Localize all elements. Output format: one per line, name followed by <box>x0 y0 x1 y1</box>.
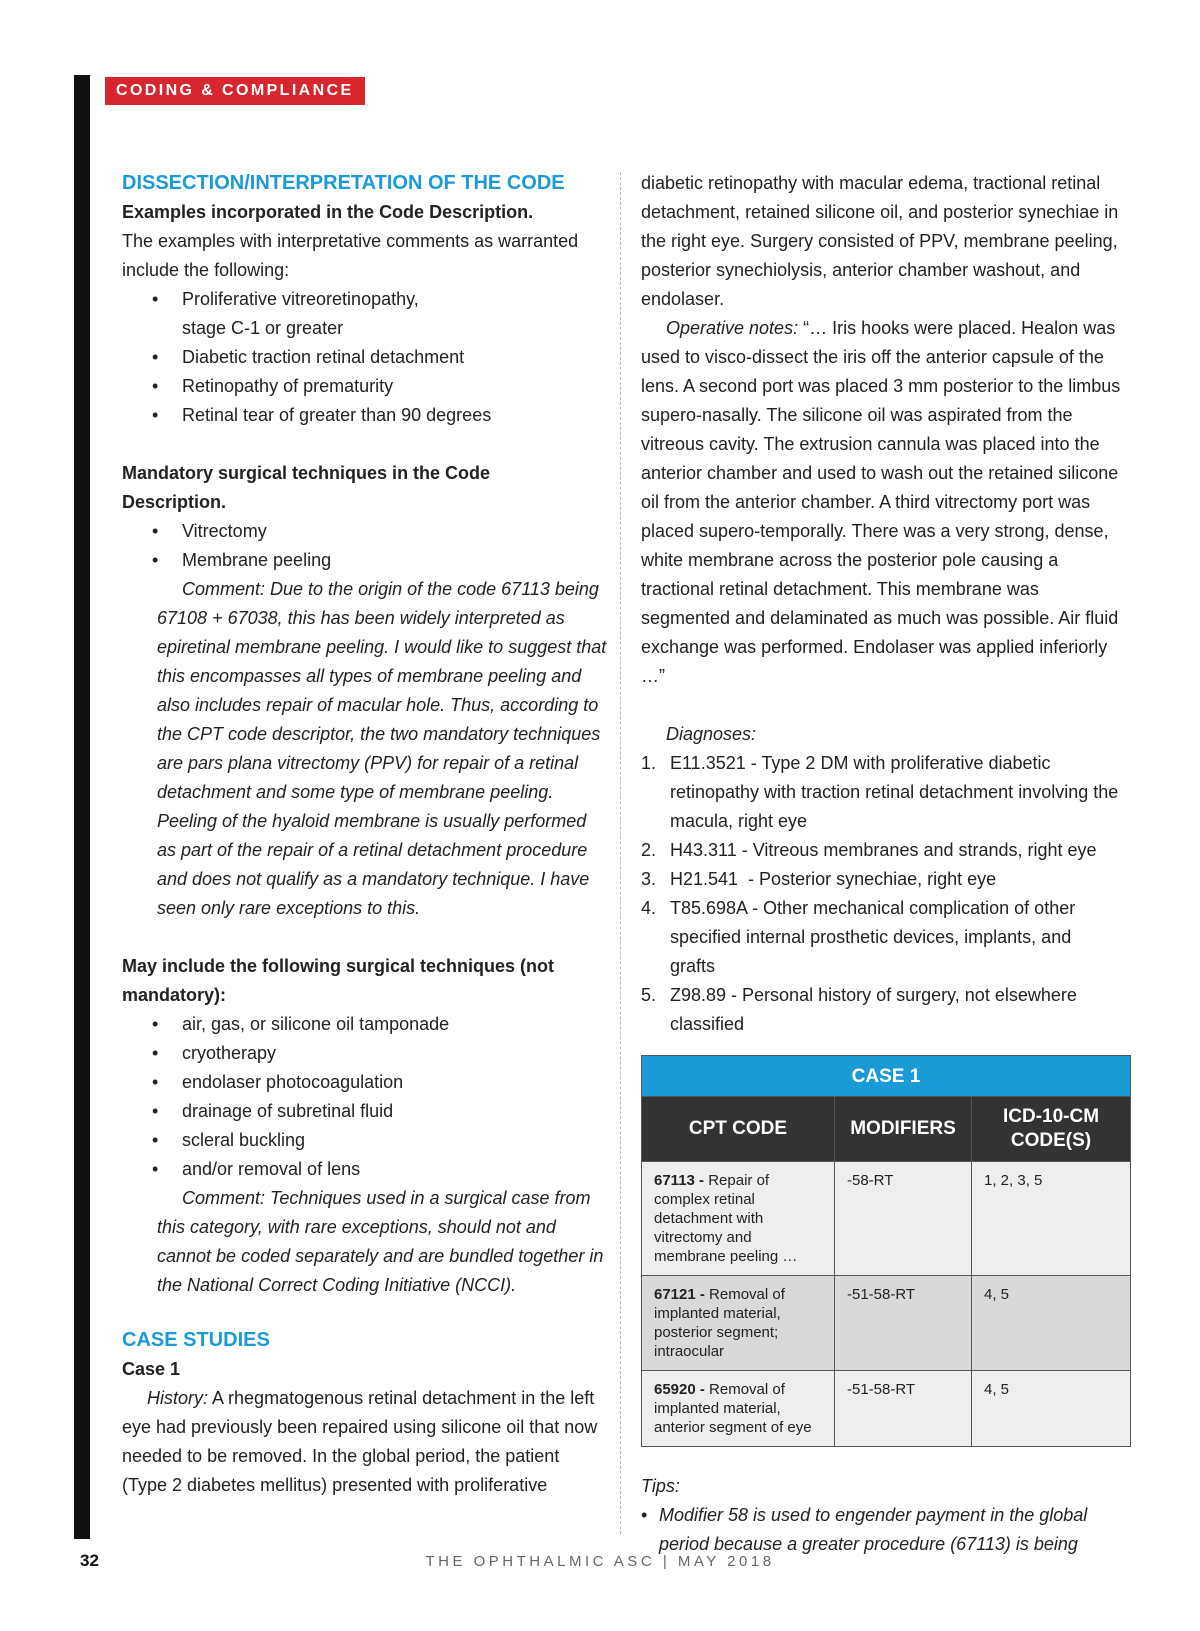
sidebar-accent-bar <box>74 75 90 1539</box>
section-tag: CODING & COMPLIANCE <box>105 77 365 105</box>
cpt-cell <box>642 1276 835 1371</box>
column-header-icd: ICD-10-CM CODE(S) <box>972 1097 1131 1162</box>
tips-list <box>641 1501 1131 1559</box>
icd-cell: 1, 2, 3, 5 <box>972 1162 1131 1276</box>
cpt-code: 67113 - <box>654 1172 705 1189</box>
list-item: • Proliferative vitreoretinopathy, stage C-1 or greater <box>152 285 607 343</box>
dissection-heading: DISSECTION/INTERPRETATION OF THE CODE <box>122 172 565 194</box>
diagnoses-title: Diagnoses: <box>666 724 757 744</box>
page-number: 32 <box>80 1551 99 1570</box>
optional-comment: Comment: Techniques used in a surgical case from this category, with rare exceptions, should not and cannot be coded separately and are bundled together in the National Correct Coding Initiative (NCCI). <box>157 1188 604 1295</box>
publication-footer: THE OPHTHALMIC ASC | MAY 2018 <box>425 1553 775 1570</box>
table-title: CASE 1 <box>642 1056 1131 1097</box>
list-item: • Retinal tear of greater than 90 degrees <box>152 401 607 430</box>
cpt-description: Repair of complex retinal detachment with vitrectomy and membrane peeling … <box>654 1172 798 1265</box>
list-item: • and/or removal of lens <box>152 1155 607 1184</box>
list-item <box>641 894 1131 981</box>
diagnosis-text: T85.698A - Other mechanical complication of other specified internal prosthetic devices, implants, and grafts <box>670 898 1076 976</box>
table-row <box>642 1276 1131 1371</box>
list-item <box>641 836 1131 865</box>
list-item: • Modifier 58 is used to engender payment in the global period because a greater procedure (67113) is being <box>641 1501 1131 1559</box>
optional-list <box>122 1010 607 1184</box>
mandatory-list <box>122 517 607 575</box>
icd-cell: 4, 5 <box>972 1371 1131 1447</box>
icd-cell: 4, 5 <box>972 1276 1131 1371</box>
list-item: • Retinopathy of prematurity <box>152 372 607 401</box>
diagnosis-number: 4. <box>641 898 657 918</box>
diagnosis-number: 1. <box>641 753 657 773</box>
operative-notes <box>641 314 1131 691</box>
examples-intro: The examples with interpretative comments as warranted include the following: <box>122 231 579 280</box>
case-studies-heading: CASE STUDIES <box>122 1329 270 1351</box>
list-item: • Vitrectomy <box>152 517 607 546</box>
tips-title: Tips: <box>641 1476 680 1496</box>
cpt-description: Removal of implanted material, posterior segment; intraocular <box>654 1286 785 1360</box>
cpt-description: Removal of implanted material, anterior segment of eye <box>654 1381 812 1436</box>
list-item: • Membrane peeling <box>152 546 607 575</box>
examples-subhead: Examples incorporated in the Code Description. <box>122 202 534 222</box>
diagnosis-number: 5. <box>641 985 657 1005</box>
column-header-cpt: CPT CODE <box>642 1097 835 1162</box>
cpt-code: 65920 - <box>654 1381 705 1398</box>
diagnosis-text: H43.311 - Vitreous membranes and strands, right eye <box>670 840 1097 860</box>
right-column <box>641 169 1131 1559</box>
diagnosis-text: H21.541 - Posterior synechiae, right eye <box>670 869 997 889</box>
diagnoses-list <box>641 749 1131 1039</box>
case1-subhead: Case 1 <box>122 1359 181 1379</box>
list-item: • scleral buckling <box>152 1126 607 1155</box>
history-continued: diabetic retinopathy with macular edema, tractional retinal detachment, retained silicone oil, and posterior synechiae in the right eye. Surgery consisted of PPV, membrane peeling, posterior synechiolysis, anterior chamber washout, and endolaser. <box>641 173 1119 309</box>
list-item: • drainage of subretinal fluid <box>152 1097 607 1126</box>
modifiers-cell: -51-58-RT <box>835 1371 972 1447</box>
mandatory-comment: Comment: Due to the origin of the code 67113 being 67108 + 67038, this has been widely interpreted as epiretinal membrane peeling. I would like to suggest that this encompasses all types of membrane peeling and also includes repair of macular hole. Thus, according to the CPT code descriptor, the two mandatory techniques are pars plana vitrectomy (PPV) for repair of a retinal detachment and some type of membrane peeling. Peeling of the hyaloid membrane is usually performed as part of the repair of a retinal detachment procedure and does not qualify as a mandatory technique. I have seen only rare exceptions to this. <box>157 579 607 918</box>
list-item <box>641 749 1131 836</box>
diagnosis-text: Z98.89 - Personal history of surgery, not elsewhere classified <box>670 985 1077 1034</box>
diagnosis-number: 3. <box>641 869 657 889</box>
cpt-code: 67121 - <box>654 1286 705 1303</box>
cpt-cell <box>642 1162 835 1276</box>
examples-list <box>122 285 607 430</box>
op-notes-text: “… Iris hooks were placed. Healon was used to visco-dissect the iris off the anterior capsule of the lens. A second port was placed 3 mm posterior to the limbus supero-nasally. The silicone oil was aspirated from the vitreous cavity. The extrusion cannula was placed into the anterior chamber and used to wash out the retained silicone oil from the anterior chamber. A third vitrectomy port was placed supero-temporally. There was a very strong, dense, white membrane across the posterior pole causing a tractional retinal detachment. This membrane was segmented and delaminated as much was possible. Air fluid exchange was performed. Endolaser was applied inferiorly …” <box>641 318 1121 686</box>
list-item: • cryotherapy <box>152 1039 607 1068</box>
optional-subhead: May include the following surgical techniques (not mandatory): <box>122 956 555 1005</box>
modifiers-cell: -58-RT <box>835 1162 972 1276</box>
column-header-modifiers: MODIFIERS <box>835 1097 972 1162</box>
list-item: • Diabetic traction retinal detachment <box>152 343 607 372</box>
history-label: History: <box>147 1388 209 1408</box>
list-item <box>641 981 1131 1039</box>
case1-history <box>122 1384 607 1500</box>
left-column <box>122 169 607 1500</box>
list-item: • endolaser photocoagulation <box>152 1068 607 1097</box>
column-divider <box>620 172 621 1534</box>
table-row <box>642 1162 1131 1276</box>
list-item: • air, gas, or silicone oil tamponade <box>152 1010 607 1039</box>
list-item <box>641 865 1131 894</box>
cpt-cell <box>642 1371 835 1447</box>
table-row <box>642 1371 1131 1447</box>
case1-table <box>641 1055 1131 1447</box>
modifiers-cell: -51-58-RT <box>835 1276 972 1371</box>
diagnosis-text: E11.3521 - Type 2 DM with proliferative diabetic retinopathy with traction retinal detachment involving the macula, right eye <box>670 753 1119 831</box>
op-notes-label: Operative notes: <box>666 318 799 338</box>
diagnosis-number: 2. <box>641 840 657 860</box>
history-text: A rhegmatogenous retinal detachment in the left eye had previously been repaired using silicone oil that now needed to be removed. In the global period, the patient (Type 2 diabetes mellitus) presented with proliferative <box>122 1388 598 1495</box>
mandatory-subhead: Mandatory surgical techniques in the Code Description. <box>122 463 491 512</box>
